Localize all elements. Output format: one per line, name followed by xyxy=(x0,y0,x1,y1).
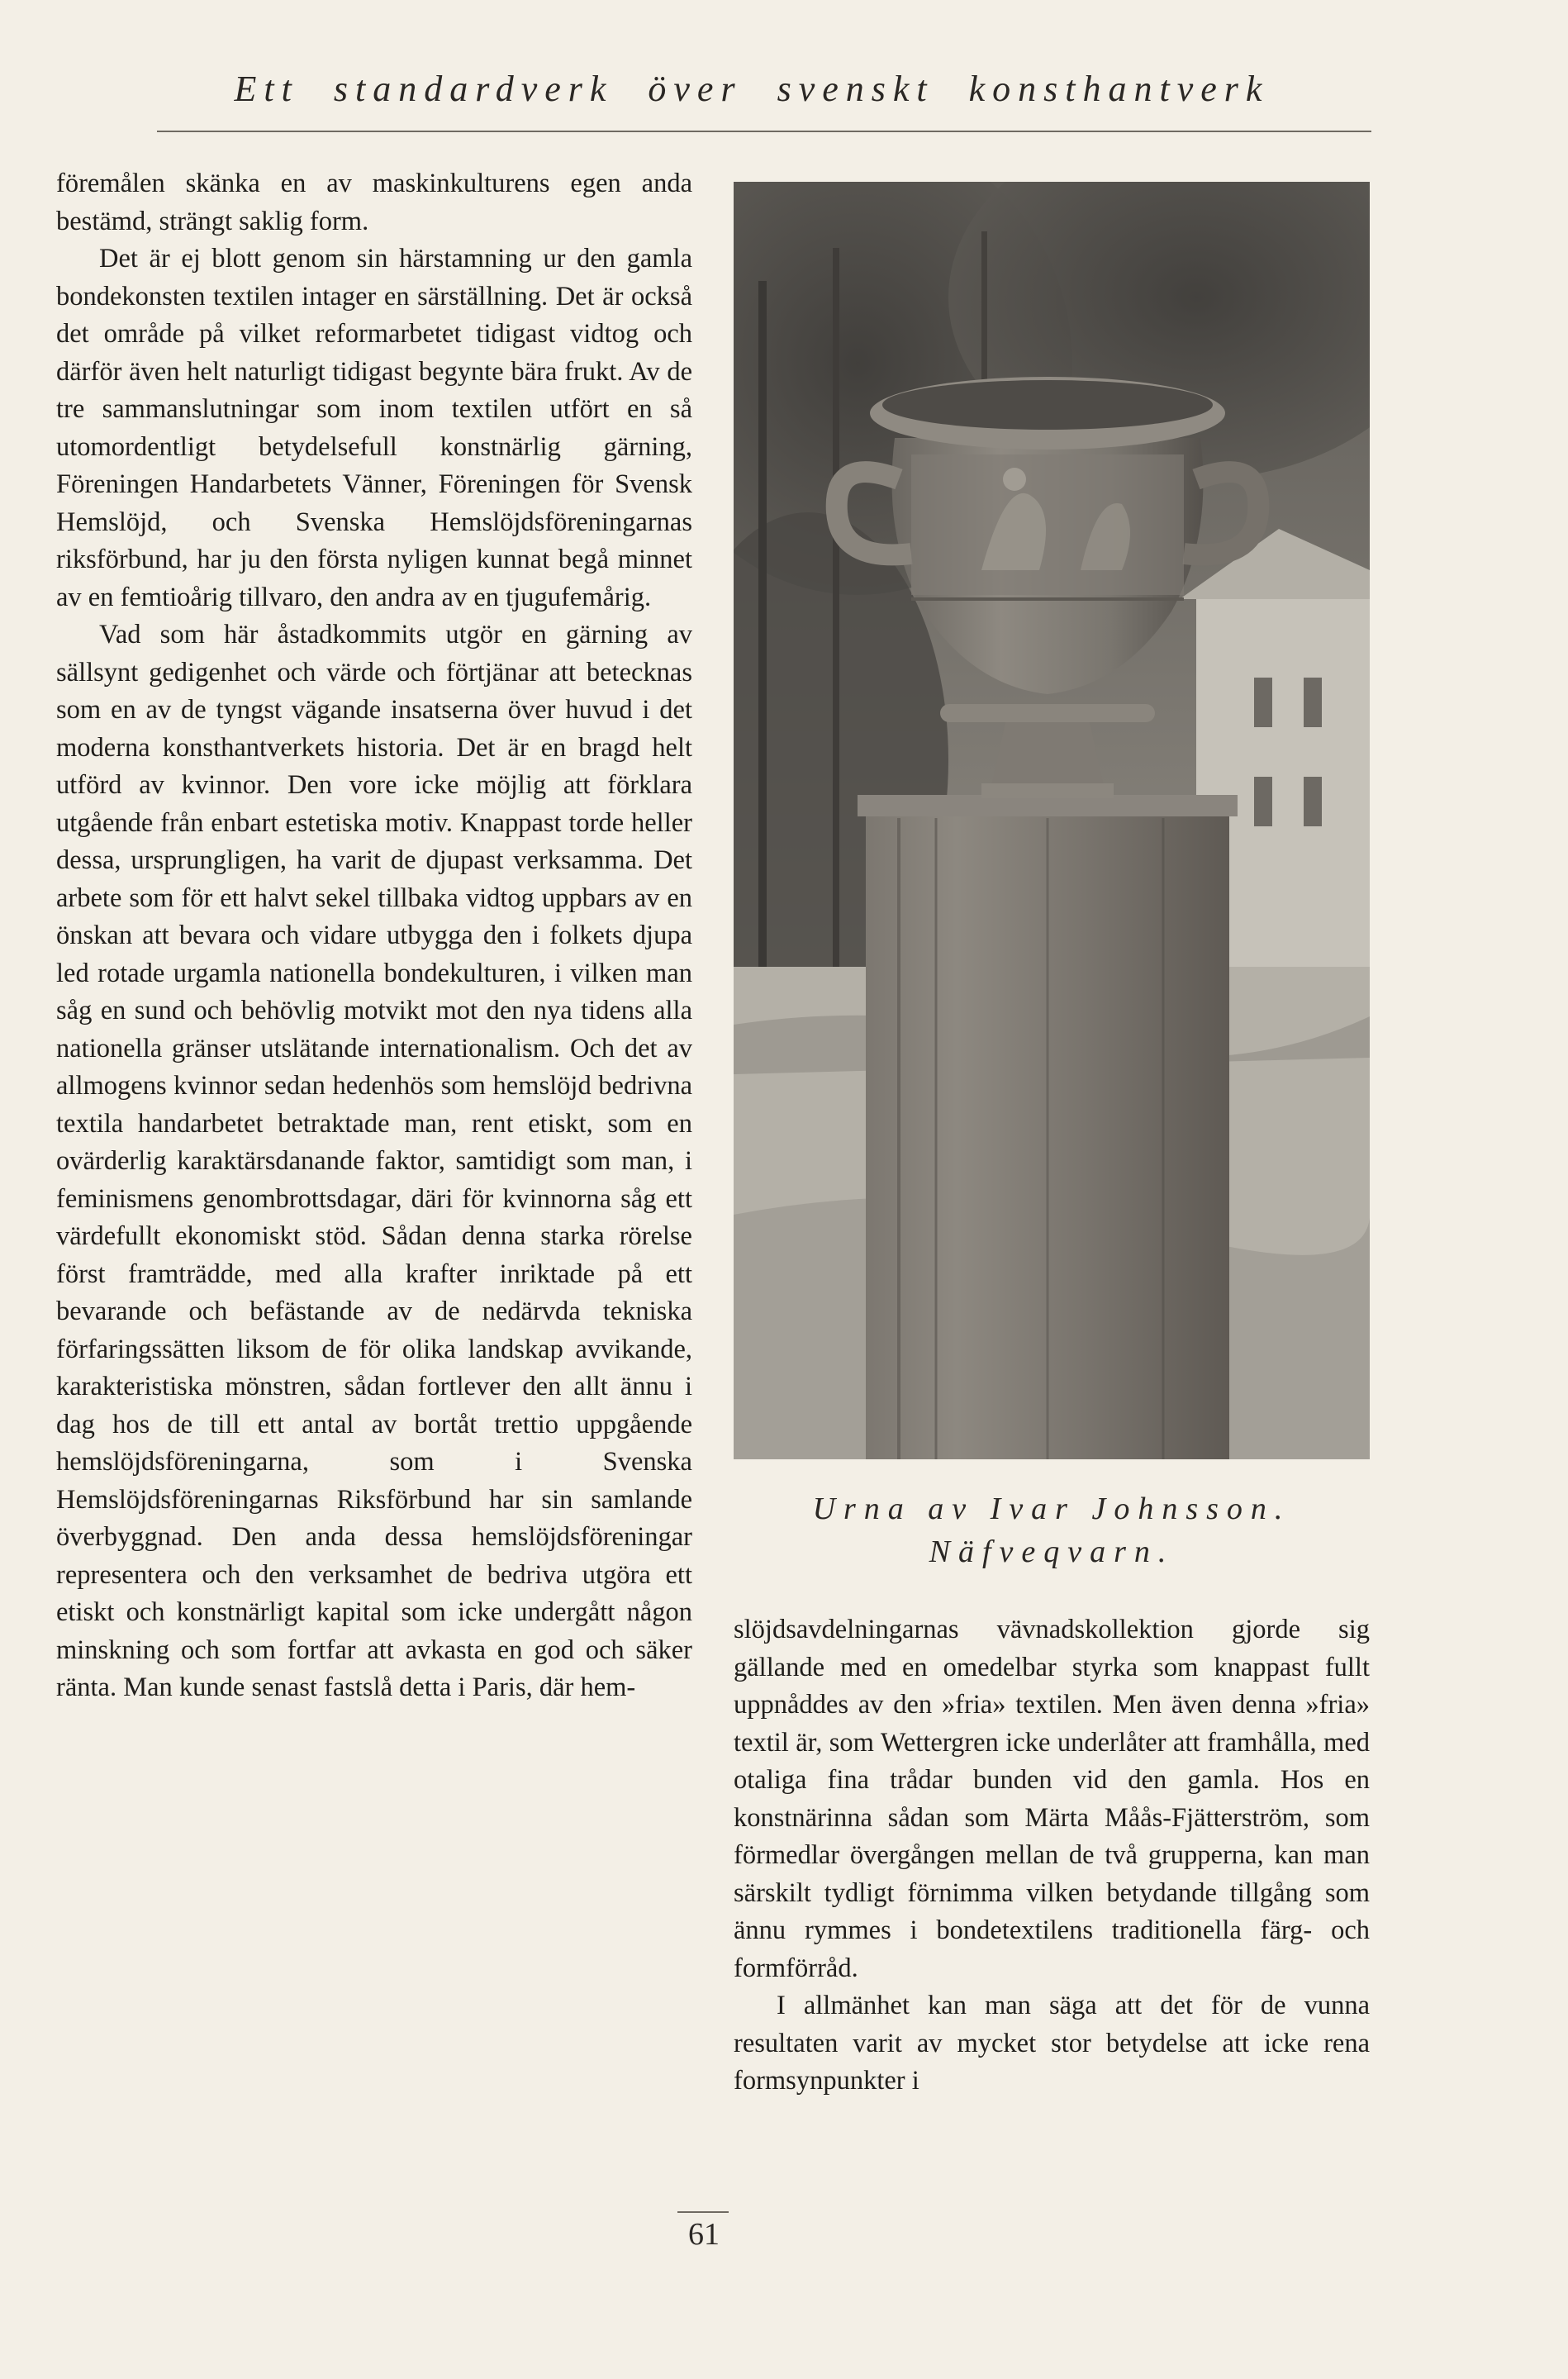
paragraph: slöjdsavdelningarnas vävnadskollektion gjorde sig gällande med en omedelbar styrka som knappast fullt uppnåddes av den »fria» textilen. Men även denna »fria» textil är, som Wettergren icke underlåter att framhålla, med otaliga fina trådar bunden vid den gamla. Hos en konstnärinna sådan som Märta Måås-Fjätterström, som förmedlar övergången mellan de två grupperna, kan man särskilt tydligt förnimma vilken betydande tillgång som ännu rymmes i bondetextilens traditionella färg- och formförråd. xyxy=(734,1615,1370,1983)
urn-bead-ring xyxy=(940,704,1155,722)
urn-foot xyxy=(990,719,1105,793)
paragraph: Vad som här åstadkommits utgör en gärning av sällsynt gedigenhet och värde och förtjänar att betecknas som en av de tyngst vägande insatserna över huvud i det moderna konsthantverkets historia. Det är en bragd helt utförd av kvinnor. Den vore icke möjlig att förklara utgående från enbart estetiska motiv. Knappast torde heller dessa, ursprungligen, ha varit de djupast verksamma. Det arbete som för ett halvt sekel tillbaka vidtog uppbars av en önskan att bevara och vidare utbygga den i folkets djupa led rotade urgamla nationella bondekulturen, i vilken man såg en sund och behövlig motvikt mot den nya tidens alla nationella gränser utslätande internationalism. Och det av allmogens kvinnor sedan hedenhös som hemslöjd bedrivna textila handarbetet betraktade man, rent etiskt, som en ovärderlig karaktärsdanande faktor, samtidigt som man, i feminismens genombrottsdagar, däri för kvinnorna såg ett värdefullt ekonomiskt stöd. Sådan denna starka rörelse först framträdde, med alla krafter inriktade på ett bevarande och befästande av de nedärvda tekniska förfaringssätten liksom de för olika landskap avvikande, karakteristiska mönstren, sådan fortlever den allt ännu i dag hos de till ett antal av bortåt trettio uppgående hemslöjdsföreningarna, som i Svenska Hemslöjdsföreningarnas Riksförbund har sin samlande överbyggnad. Den anda dessa hemslöjdsföreningar representera och den verksamhet de bedriva utgöra ett etiskt och konstnärligt kapital som icke undergått någon minskning och som fortfar att avkasta en god och säker ränta. Man kunde senast fastslå detta i Paris, där hem- xyxy=(56,620,692,1702)
left-text-column xyxy=(56,165,692,1707)
urn-photo-illustration xyxy=(734,182,1370,1459)
right-text-column xyxy=(734,1611,1370,2101)
paragraph: föremålen skänka en av maskinkulturens egen anda bestämd, strängt saklig form. xyxy=(56,169,692,236)
header-rule xyxy=(157,131,1371,132)
running-title: Ett standardverk över svenskt konsthantverk xyxy=(234,69,1270,109)
paragraph: I allmänhet kan man säga att det för de vunna resultaten varit av mycket stor betydelse att icke rena formsynpunkter i xyxy=(734,1991,1370,2096)
caption-line-1: Urna av Ivar Johnsson. xyxy=(812,1492,1291,1526)
page-number: 61 xyxy=(688,2217,720,2252)
urn-relief-band xyxy=(911,454,1184,595)
tree-trunk xyxy=(758,281,767,1025)
caption-line-2: Näfveqvarn. xyxy=(929,1534,1175,1569)
tree-trunk xyxy=(833,248,839,1058)
figure-caption xyxy=(734,1487,1370,1573)
urn-photograph xyxy=(734,182,1370,1459)
page-number-rule xyxy=(677,2211,729,2213)
paragraph: Det är ej blott genom sin härstamning ur den gamla bondekonsten textilen intager en särställning. Det är också det område på vilket reformarbetet tidigast vidtog och därför även helt naturligt tidigast begynte bära frukt. Av de tre sammanslutningar som inom textilen utfört en så utomordentligt betydelsefull konstnärlig gärning, Föreningen Handarbetets Vänner, Föreningen för Svensk Hemslöjd, och Svenska Hemslöjdsföreningarnas riksförbund, har ju den första nyligen kunnat begå minnet av en femtioårig tillvaro, den andra av en tjugufemårig. xyxy=(56,244,692,612)
